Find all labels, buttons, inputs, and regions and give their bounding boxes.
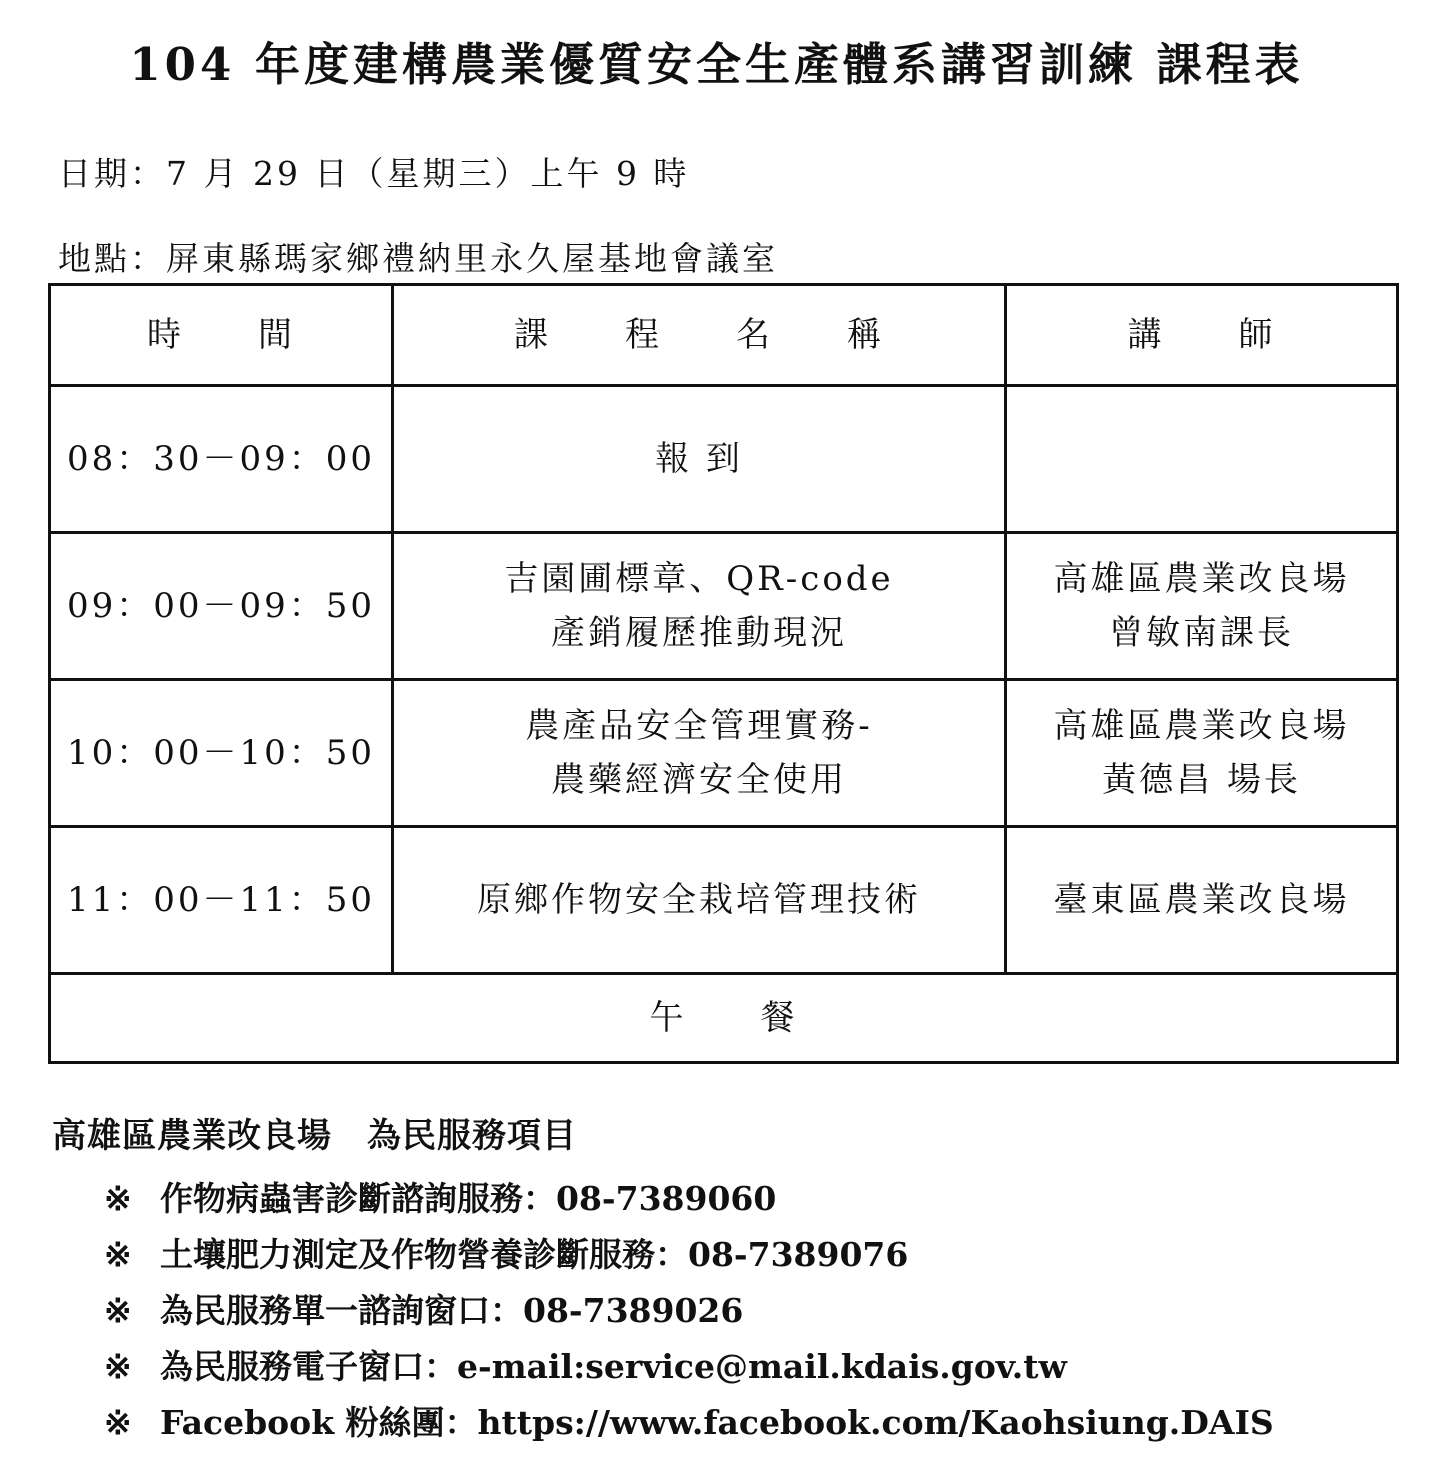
service-item [52, 1395, 1392, 1451]
course-cell [393, 827, 1006, 974]
teacher-cell [1006, 827, 1398, 974]
course-line: 吉園圃標章、QR-code [504, 559, 894, 599]
course-cell [393, 533, 1006, 680]
service-item [52, 1171, 1392, 1227]
reference-mark-icon: ※ [104, 1179, 132, 1218]
reference-mark-icon: ※ [104, 1235, 132, 1274]
place-line: 地點：屏東縣瑪家鄉禮納里永久屋基地會議室 [58, 239, 778, 278]
teacher-line: 黃德昌 場長 [1102, 760, 1301, 800]
reference-mark-icon: ※ [104, 1403, 132, 1442]
course-cell [393, 386, 1006, 533]
teacher-cell [1006, 533, 1398, 680]
service-text: 作物病蟲害診斷諮詢服務：08-7389060 [160, 1179, 777, 1218]
reference-mark-icon: ※ [104, 1291, 132, 1330]
header-course: 課 程 名 稱 [393, 285, 1006, 386]
course-schedule-table [48, 283, 1399, 1064]
teacher-line: 曾敏南課長 [1109, 613, 1294, 653]
service-text: 為民服務單一諮詢窗口：08-7389026 [160, 1291, 744, 1330]
course-line: 產銷履歷推動現況 [551, 613, 847, 653]
course-line: 農藥經濟安全使用 [551, 760, 847, 800]
course-line: 農產品安全管理實務- [525, 706, 873, 746]
document-title: 104 年度建構農業優質安全生產體系講習訓練 課程表 [129, 38, 1304, 91]
service-text: 土壤肥力測定及作物營養診斷服務：08-7389076 [160, 1235, 909, 1274]
table-header-row [50, 285, 1398, 386]
reference-mark-icon: ※ [104, 1347, 132, 1386]
services-title: 高雄區農業改良場 為民服務項目 [52, 1116, 577, 1156]
table-row [50, 533, 1398, 680]
time-cell: 10：00－10：50 [50, 680, 393, 827]
table-row [50, 386, 1398, 533]
course-cell [393, 680, 1006, 827]
header-teacher: 講 師 [1006, 285, 1398, 386]
time-cell: 08：30－09：00 [50, 386, 393, 533]
teacher-line: 臺東區農業改良場 [1053, 880, 1350, 920]
service-facebook-link[interactable]: Facebook 粉絲團：https://www.facebook.com/Kaohsiung.DAIS [160, 1403, 1274, 1442]
teacher-cell [1006, 680, 1398, 827]
table-row [50, 827, 1398, 974]
service-item [52, 1283, 1392, 1339]
time-cell: 11：00－11：50 [50, 827, 393, 974]
course-line: 原鄉作物安全栽培管理技術 [477, 880, 921, 920]
time-cell: 09：00－09：50 [50, 533, 393, 680]
lunch-row [50, 974, 1398, 1063]
table-row [50, 680, 1398, 827]
header-time: 時 間 [50, 285, 393, 386]
service-item [52, 1227, 1392, 1283]
teacher-line: 高雄區農業改良場 [1053, 706, 1350, 746]
services-section [52, 1108, 1392, 1451]
service-item [52, 1339, 1392, 1395]
course-line: 報 到 [655, 439, 743, 479]
lunch-cell: 午 餐 [50, 974, 1398, 1063]
teacher-cell [1006, 386, 1398, 533]
service-email[interactable]: 為民服務電子窗口：e-mail:service@mail.kdais.gov.tw [160, 1347, 1067, 1386]
date-line: 日期：7 月 29 日（星期三）上午 9 時 [58, 154, 690, 193]
teacher-line: 高雄區農業改良場 [1053, 559, 1350, 599]
